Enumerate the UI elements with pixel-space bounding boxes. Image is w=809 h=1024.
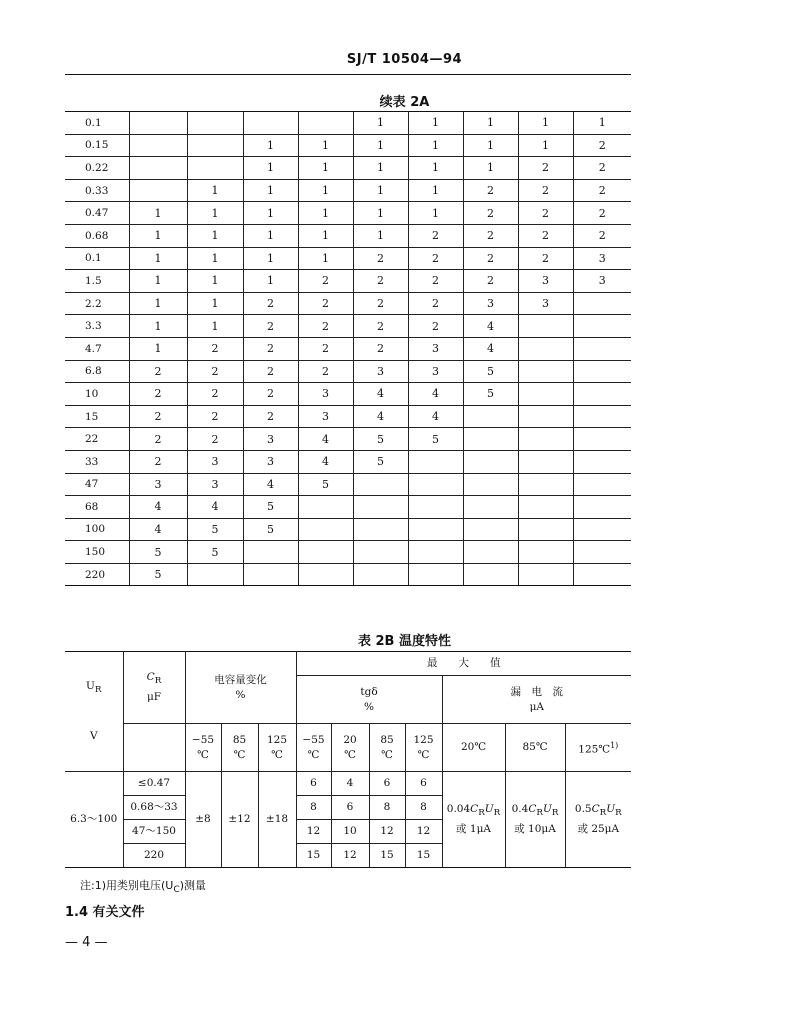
size-code-cell: 5 [463, 383, 518, 406]
size-code-cell: 4 [463, 337, 518, 360]
cr-cell: ≤0.47 [123, 772, 185, 796]
size-code-cell: 3 [518, 270, 573, 293]
capacitance-cell: 33 [65, 450, 129, 473]
size-code-cell: 1 [243, 179, 298, 202]
size-code-cell: 1 [298, 224, 353, 247]
size-code-cell [353, 473, 408, 496]
size-code-cell: 2 [187, 360, 243, 383]
size-code-cell [353, 563, 408, 586]
size-code-cell [243, 563, 298, 586]
size-code-cell: 3 [518, 292, 573, 315]
cr-header: $C_R$ μF [123, 652, 185, 724]
size-code-cell: 1 [129, 224, 187, 247]
size-code-cell [573, 496, 631, 519]
table-2a-row [65, 563, 631, 586]
size-code-cell [353, 518, 408, 541]
size-code-cell [129, 112, 187, 135]
capacitance-cell: 0.1 [65, 112, 129, 135]
size-code-cell: 1 [129, 202, 187, 225]
size-code-cell: 2 [518, 179, 573, 202]
size-code-cell: 1 [463, 134, 518, 157]
size-code-cell: 1 [243, 134, 298, 157]
size-code-cell: 1 [353, 134, 408, 157]
leak-header: 漏 电 流 μA [442, 676, 631, 724]
size-code-cell: 2 [463, 224, 518, 247]
size-code-cell: 1 [463, 112, 518, 135]
size-code-cell: 1 [243, 202, 298, 225]
table-2a [65, 111, 631, 586]
cap-temp-header: −55 ℃ [185, 724, 221, 772]
size-code-cell: 2 [129, 405, 187, 428]
size-code-cell: 4 [353, 405, 408, 428]
capacitance-cell: 220 [65, 563, 129, 586]
cr-cell: 47～150 [123, 820, 185, 844]
size-code-cell [573, 518, 631, 541]
capacitance-cell: 6.8 [65, 360, 129, 383]
size-code-cell: 1 [573, 112, 631, 135]
capacitance-cell: 3.3 [65, 315, 129, 338]
capacitance-cell: 1.5 [65, 270, 129, 293]
size-code-cell: 2 [129, 428, 187, 451]
size-code-cell [408, 473, 463, 496]
size-code-cell [243, 541, 298, 564]
size-code-cell [518, 405, 573, 428]
size-code-cell: 3 [187, 473, 243, 496]
size-code-cell: 2 [298, 360, 353, 383]
size-code-cell [518, 428, 573, 451]
capacitance-cell: 4.7 [65, 337, 129, 360]
table-2a-row [65, 157, 631, 180]
size-code-cell: 4 [298, 428, 353, 451]
cap-change-cell: ±8 [185, 772, 221, 868]
size-code-cell [298, 518, 353, 541]
tgd-header: tgδ % [296, 676, 442, 724]
size-code-cell: 2 [298, 270, 353, 293]
cap-change-cell: ±12 [221, 772, 258, 868]
size-code-cell: 2 [187, 337, 243, 360]
size-code-cell: 1 [353, 157, 408, 180]
tgd-temp-header: 85 ℃ [369, 724, 405, 772]
size-code-cell: 2 [408, 224, 463, 247]
size-code-cell: 3 [408, 337, 463, 360]
table-2a-row [65, 202, 631, 225]
size-code-cell: 5 [187, 541, 243, 564]
size-code-cell: 2 [408, 247, 463, 270]
size-code-cell: 1 [187, 292, 243, 315]
size-code-cell: 3 [187, 450, 243, 473]
size-code-cell: 1 [353, 224, 408, 247]
size-code-cell [573, 292, 631, 315]
size-code-cell [463, 405, 518, 428]
table-2a-row [65, 428, 631, 451]
table-2a-row [65, 541, 631, 564]
size-code-cell [463, 450, 518, 473]
cap-change-header: 电容量变化 % [185, 652, 296, 724]
size-code-cell: 2 [573, 202, 631, 225]
size-code-cell: 2 [353, 270, 408, 293]
table-2a-row [65, 450, 631, 473]
size-code-cell: 2 [518, 224, 573, 247]
size-code-cell: 3 [463, 292, 518, 315]
capacitance-cell: 15 [65, 405, 129, 428]
table-2b [65, 651, 631, 868]
size-code-cell [408, 541, 463, 564]
size-code-cell [573, 383, 631, 406]
size-code-cell: 3 [298, 383, 353, 406]
tgd-cell: 8 [405, 796, 442, 820]
size-code-cell [518, 563, 573, 586]
table-2a-row [65, 179, 631, 202]
size-code-cell [187, 134, 243, 157]
size-code-cell: 4 [298, 450, 353, 473]
size-code-cell: 5 [187, 518, 243, 541]
size-code-cell [518, 518, 573, 541]
size-code-cell: 2 [353, 315, 408, 338]
leak-cell: $0.5C_RU_R$ 或 25μA [565, 772, 631, 868]
tgd-cell: 6 [405, 772, 442, 796]
size-code-cell: 2 [573, 179, 631, 202]
size-code-cell: 5 [243, 518, 298, 541]
table-2a-row [65, 405, 631, 428]
size-code-cell [187, 563, 243, 586]
size-code-cell: 5 [353, 428, 408, 451]
size-code-cell: 1 [353, 112, 408, 135]
tgd-cell: 4 [331, 772, 369, 796]
size-code-cell: 2 [129, 360, 187, 383]
table-2a-row [65, 518, 631, 541]
size-code-cell [463, 473, 518, 496]
capacitance-cell: 100 [65, 518, 129, 541]
tgd-cell: 8 [369, 796, 405, 820]
table-2b-row [65, 772, 631, 796]
size-code-cell: 3 [573, 247, 631, 270]
size-code-cell: 1 [187, 270, 243, 293]
tgd-cell: 15 [369, 844, 405, 868]
table-2a-row [65, 473, 631, 496]
tgd-cell: 12 [369, 820, 405, 844]
size-code-cell: 1 [353, 179, 408, 202]
capacitance-cell: 0.33 [65, 179, 129, 202]
size-code-cell [518, 496, 573, 519]
size-code-cell: 4 [129, 518, 187, 541]
footnote: 注:1)用类别电压$(U_C)$测量 [80, 879, 207, 896]
size-code-cell: 1 [408, 157, 463, 180]
size-code-cell [129, 157, 187, 180]
size-code-cell: 2 [298, 292, 353, 315]
size-code-cell: 1 [129, 315, 187, 338]
size-code-cell: 1 [298, 134, 353, 157]
cap-temp-header: 125 ℃ [258, 724, 296, 772]
size-code-cell: 2 [463, 270, 518, 293]
size-code-cell: 2 [298, 315, 353, 338]
cap-temp-header: 85 ℃ [221, 724, 258, 772]
size-code-cell [573, 473, 631, 496]
size-code-cell: 5 [353, 450, 408, 473]
size-code-cell [518, 337, 573, 360]
size-code-cell [518, 473, 573, 496]
size-code-cell [353, 496, 408, 519]
size-code-cell: 4 [408, 383, 463, 406]
size-code-cell [187, 112, 243, 135]
size-code-cell: 4 [353, 383, 408, 406]
size-code-cell [518, 315, 573, 338]
document-code: SJ/T 10504—94 [346, 52, 463, 67]
size-code-cell [573, 315, 631, 338]
table-2a-row [65, 224, 631, 247]
cr-cell: 220 [123, 844, 185, 868]
size-code-cell: 2 [243, 383, 298, 406]
size-code-cell: 5 [243, 496, 298, 519]
leak-cell: $0.04C_RU_R$ 或 1μA [442, 772, 505, 868]
cr-header-blank [123, 724, 185, 772]
size-code-cell: 2 [573, 224, 631, 247]
tgd-cell: 15 [405, 844, 442, 868]
table-2a-caption: 续表 2A [379, 95, 430, 110]
table-2b-caption: 表 2B 温度特性 [357, 634, 451, 649]
cap-change-cell: ±18 [258, 772, 296, 868]
size-code-cell: 1 [187, 247, 243, 270]
tgd-cell: 8 [296, 796, 331, 820]
size-code-cell [463, 428, 518, 451]
size-code-cell: 2 [463, 179, 518, 202]
size-code-cell [518, 360, 573, 383]
size-code-cell: 5 [298, 473, 353, 496]
table-2a-row [65, 270, 631, 293]
size-code-cell [573, 405, 631, 428]
capacitance-cell: 0.15 [65, 134, 129, 157]
size-code-cell: 2 [129, 383, 187, 406]
size-code-cell: 2 [243, 405, 298, 428]
size-code-cell: 1 [408, 112, 463, 135]
size-code-cell: 2 [187, 405, 243, 428]
size-code-cell: 2 [408, 315, 463, 338]
size-code-cell: 4 [187, 496, 243, 519]
capacitance-cell: 0.68 [65, 224, 129, 247]
size-code-cell: 1 [187, 224, 243, 247]
size-code-cell: 4 [463, 315, 518, 338]
capacitance-cell: 68 [65, 496, 129, 519]
tgd-cell: 12 [331, 844, 369, 868]
max-value-header: 最 大 值 [296, 652, 631, 676]
size-code-cell: 5 [129, 541, 187, 564]
leak-temp-header: 20℃ [442, 724, 505, 772]
size-code-cell: 1 [298, 179, 353, 202]
section-heading: 1.4 有关文件 [65, 905, 145, 920]
size-code-cell: 5 [463, 360, 518, 383]
size-code-cell: 5 [408, 428, 463, 451]
tgd-temp-header: −55 ℃ [296, 724, 331, 772]
table-2a-row [65, 112, 631, 135]
size-code-cell: 2 [463, 247, 518, 270]
size-code-cell: 2 [573, 157, 631, 180]
size-code-cell: 5 [129, 563, 187, 586]
tgd-temp-header: 20 ℃ [331, 724, 369, 772]
tgd-temp-header: 125 ℃ [405, 724, 442, 772]
size-code-cell: 2 [518, 157, 573, 180]
capacitance-cell: 2.2 [65, 292, 129, 315]
size-code-cell [243, 112, 298, 135]
size-code-cell [463, 541, 518, 564]
size-code-cell: 2 [408, 292, 463, 315]
size-code-cell: 1 [129, 292, 187, 315]
size-code-cell: 3 [353, 360, 408, 383]
size-code-cell: 1 [243, 224, 298, 247]
size-code-cell [187, 157, 243, 180]
size-code-cell: 2 [243, 315, 298, 338]
size-code-cell: 2 [573, 134, 631, 157]
table-2a-row [65, 134, 631, 157]
size-code-cell: 2 [298, 337, 353, 360]
size-code-cell [408, 450, 463, 473]
page-number: — 4 — [65, 935, 108, 950]
size-code-cell: 3 [129, 473, 187, 496]
size-code-cell: 1 [298, 157, 353, 180]
table-2a-row [65, 383, 631, 406]
tgd-cell: 15 [296, 844, 331, 868]
size-code-cell: 2 [353, 247, 408, 270]
size-code-cell [408, 496, 463, 519]
size-code-cell: 1 [408, 179, 463, 202]
size-code-cell [408, 518, 463, 541]
size-code-cell [463, 563, 518, 586]
size-code-cell: 3 [243, 428, 298, 451]
size-code-cell: 1 [129, 247, 187, 270]
leak-temp-header: 125℃$^{1)}$ [565, 724, 631, 772]
size-code-cell: 1 [463, 157, 518, 180]
size-code-cell [518, 383, 573, 406]
size-code-cell: 2 [187, 428, 243, 451]
size-code-cell: 4 [243, 473, 298, 496]
size-code-cell [573, 337, 631, 360]
size-code-cell: 3 [408, 360, 463, 383]
size-code-cell: 2 [408, 270, 463, 293]
size-code-cell [463, 518, 518, 541]
size-code-cell: 1 [187, 315, 243, 338]
size-code-cell: 1 [518, 134, 573, 157]
table-2a-row [65, 496, 631, 519]
table-2a-row [65, 360, 631, 383]
size-code-cell [298, 541, 353, 564]
size-code-cell [353, 541, 408, 564]
table-2a-row [65, 337, 631, 360]
ur-header: $U_R$ V [65, 652, 123, 772]
size-code-cell: 3 [573, 270, 631, 293]
size-code-cell: 2 [353, 292, 408, 315]
capacitance-cell: 150 [65, 541, 129, 564]
size-code-cell: 1 [353, 202, 408, 225]
size-code-cell: 1 [408, 202, 463, 225]
size-code-cell: 1 [518, 112, 573, 135]
header-rule [65, 74, 631, 75]
size-code-cell [573, 428, 631, 451]
tgd-cell: 12 [296, 820, 331, 844]
table-2a-row [65, 315, 631, 338]
size-code-cell: 4 [129, 496, 187, 519]
capacitance-cell: 47 [65, 473, 129, 496]
size-code-cell: 2 [243, 337, 298, 360]
tgd-cell: 6 [296, 772, 331, 796]
size-code-cell: 2 [129, 450, 187, 473]
size-code-cell [129, 179, 187, 202]
tgd-cell: 12 [405, 820, 442, 844]
size-code-cell [129, 134, 187, 157]
size-code-cell: 1 [129, 270, 187, 293]
size-code-cell: 1 [408, 134, 463, 157]
size-code-cell: 1 [243, 270, 298, 293]
size-code-cell: 1 [243, 157, 298, 180]
table-2a-row [65, 247, 631, 270]
size-code-cell: 1 [187, 202, 243, 225]
tgd-cell: 6 [369, 772, 405, 796]
size-code-cell [573, 541, 631, 564]
size-code-cell [518, 450, 573, 473]
size-code-cell [408, 563, 463, 586]
size-code-cell: 2 [243, 360, 298, 383]
size-code-cell: 1 [187, 179, 243, 202]
leak-cell: $0.4C_RU_R$ 或 10μA [505, 772, 565, 868]
capacitance-cell: 0.1 [65, 247, 129, 270]
capacitance-cell: 22 [65, 428, 129, 451]
capacitance-cell: 0.47 [65, 202, 129, 225]
size-code-cell [298, 496, 353, 519]
size-code-cell [298, 112, 353, 135]
table-2a-row [65, 292, 631, 315]
size-code-cell [518, 541, 573, 564]
size-code-cell: 3 [243, 450, 298, 473]
tgd-cell: 6 [331, 796, 369, 820]
size-code-cell: 2 [243, 292, 298, 315]
capacitance-cell: 0.22 [65, 157, 129, 180]
size-code-cell: 2 [353, 337, 408, 360]
size-code-cell: 1 [129, 337, 187, 360]
size-code-cell: 1 [298, 247, 353, 270]
size-code-cell: 3 [298, 405, 353, 428]
tgd-cell: 10 [331, 820, 369, 844]
size-code-cell: 2 [187, 383, 243, 406]
cr-cell: 0.68～33 [123, 796, 185, 820]
size-code-cell [298, 563, 353, 586]
size-code-cell: 2 [518, 247, 573, 270]
size-code-cell [573, 563, 631, 586]
size-code-cell [463, 496, 518, 519]
size-code-cell: 2 [518, 202, 573, 225]
size-code-cell: 1 [243, 247, 298, 270]
size-code-cell: 1 [298, 202, 353, 225]
capacitance-cell: 10 [65, 383, 129, 406]
size-code-cell [573, 450, 631, 473]
voltage-cell: 6.3～100 [65, 772, 123, 868]
size-code-cell [573, 360, 631, 383]
size-code-cell: 4 [408, 405, 463, 428]
size-code-cell: 2 [463, 202, 518, 225]
leak-temp-header: 85℃ [505, 724, 565, 772]
